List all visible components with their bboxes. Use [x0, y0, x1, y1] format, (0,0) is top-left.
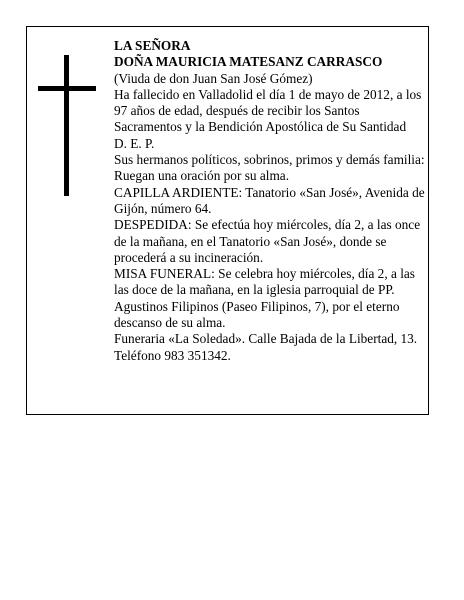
cross-icon	[38, 55, 96, 196]
rip-line: D. E. P.	[114, 135, 155, 151]
funeral-mass-info: MISA FUNERAL: Se celebra hoy miércoles, día 2, a las las doce de la mañana, en la iglesia parroquial de PP. Agustinos Filipinos (Paseo Filipinos, 7), por el eterno descanso de su alma.	[114, 266, 415, 331]
cross-vertical-bar	[64, 55, 69, 196]
funeral-home-info: Funeraria «La Soledad». Calle Bajada de la Libertad, 13. Teléfono 983 351342.	[114, 331, 418, 363]
notice-text	[114, 38, 426, 364]
family-line: Sus hermanos políticos, sobrinos, primos y demás familia:	[114, 152, 425, 168]
widow-line: (Viuda de don Juan San José Gómez)	[114, 70, 313, 86]
deceased-name: DOÑA MAURICIA MATESANZ CARRASCO	[114, 54, 383, 70]
cross-horizontal-bar	[38, 86, 96, 91]
chapel-info: CAPILLA ARDIENTE: Tanatorio «San José», Avenida de Gijón, número 64.	[114, 184, 425, 216]
prayer-request: Ruegan una oración por su alma.	[114, 168, 290, 184]
notice-title: LA SEÑORA	[114, 38, 191, 53]
death-announcement: Ha fallecido en Valladolid el día 1 de mayo de 2012, a los 97 años de edad, después de recibir los Santos Sacramentos y la Bendición Apostólica de Su Santidad	[114, 86, 422, 135]
farewell-info: DESPEDIDA: Se efectúa hoy miércoles, día 2, a las once de la mañana, en el Tanatorio «San José», donde se procederá a su incineración.	[114, 217, 421, 265]
